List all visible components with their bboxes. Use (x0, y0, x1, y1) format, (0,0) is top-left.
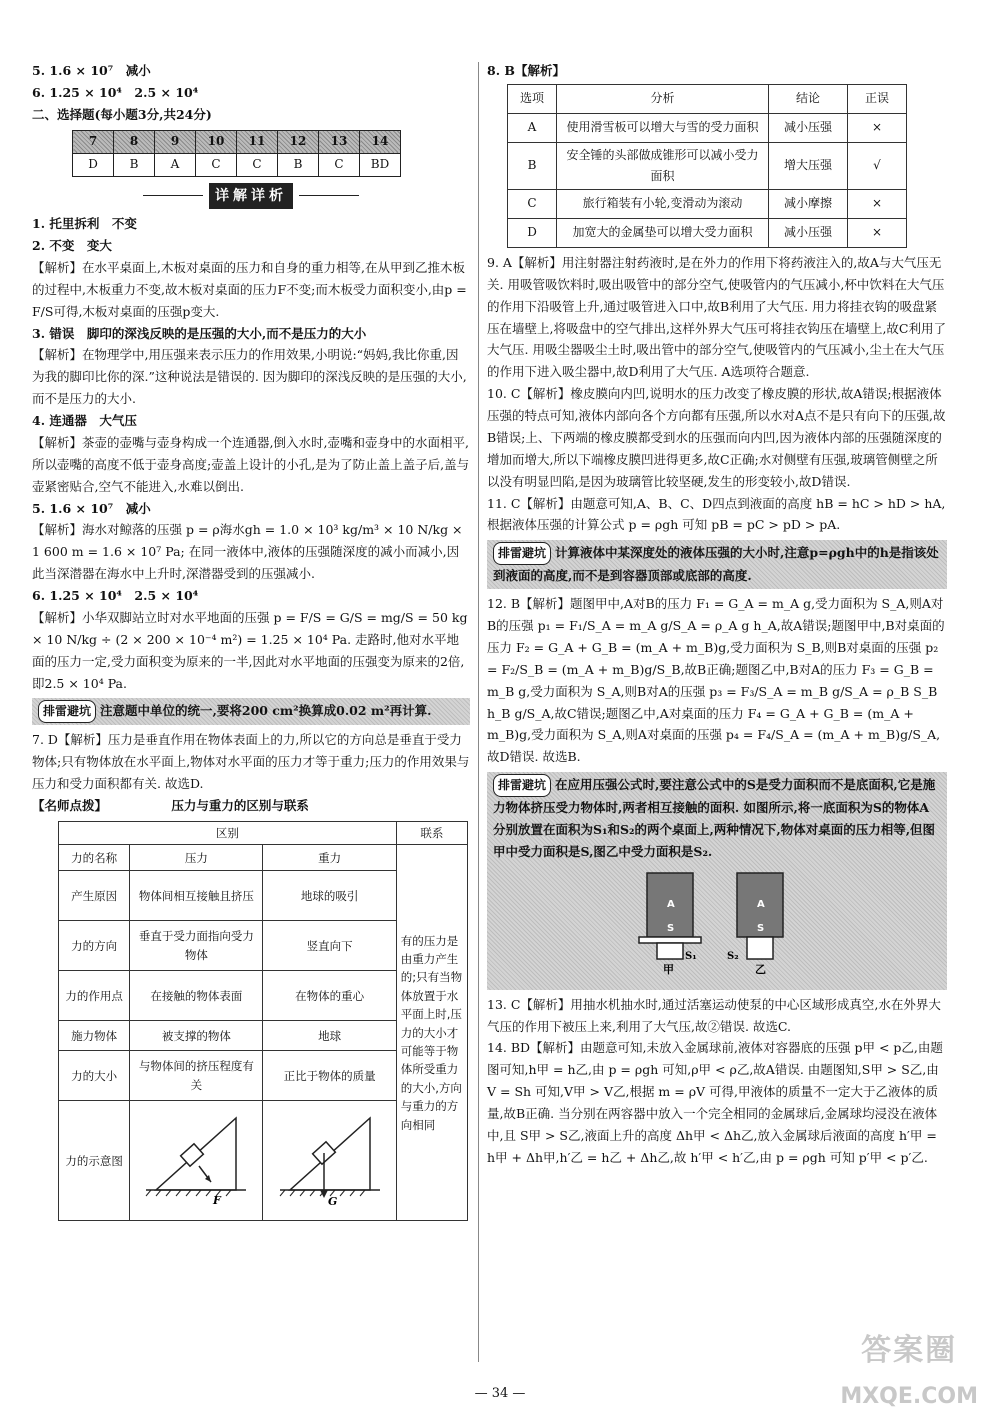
section-heading: 二、选择题(每小题3分,共24分) (32, 106, 212, 122)
sel-cell: × (848, 218, 907, 247)
contact-area-figure (493, 863, 941, 988)
left-column (32, 60, 470, 1221)
answer-num: 8 (114, 130, 155, 153)
right-column (487, 60, 947, 1169)
explain-12: 12. B【解析】题图甲中,A对B的压力 F₁ = G_A = m_A g,受力面积为 S_A,则A对B的压强 p₁ = F₁/S_A = m_A g/S_A = ρ_A g h_A,故A错误;题图甲中,B对桌面的压力 F₂ = G_A + G_B = (m_A + m_B)g,受力面积为 S_B,则B对桌面的压强 p₂ = F₂/S_B = (m_A + m_B)g/S_B,故B正确;题图乙中,B对A的压力 F₃ = G_B = m_B g,受力面积为 S_A,则B对A的压强 p₃ = F₃/S_A = m_B g/S_A = ρ_B S_B h_B g/S_A,故C错误;题图乙中,A对桌面的压力 F₄ = G_A + G_B = (m_A + m_B)g,受力面积为 S_A,则A对桌面的压强 p₄ = F₄/S_A = (m_A + m_B)g/S_A,故D错误. 故选B. (487, 596, 945, 765)
answer-value: B (278, 153, 319, 176)
sel-cell: 减小摩擦 (769, 189, 848, 218)
explain-3-analysis: 【解析】在物理学中,用压强来表示压力的作用效果,小明说:“妈妈,我比你重,因为我的脚印比你的深.”这种说法是错误的. 因为脚印的深浅反映的是压强的大小,而不是压力的大小. (32, 347, 467, 407)
fig-label-yi: 乙 (755, 962, 766, 976)
sel-header: 正误 (848, 84, 907, 113)
rel-cell: 力的示意图 (59, 1101, 130, 1221)
sel-header: 选项 (508, 84, 557, 113)
sel-cell: × (848, 113, 907, 142)
watermark-line1: 答案圈 (861, 1333, 958, 1368)
answer-num: 11 (237, 130, 278, 153)
explain-13: 13. C【解析】用抽水机抽水时,通过活塞运动使泵的中心区域形成真空,水在外界大气压的作用下被压上来,利用了大气压,故②错误. 故选C. (487, 996, 941, 1034)
force-label-g: G (327, 1195, 337, 1209)
rel-cell: 力的方向 (59, 921, 130, 971)
tip-text: 注意题中单位的统一,要将200 cm²换算成0.02 m²再计算. (100, 703, 432, 719)
explain-2-analysis: 【解析】在水平桌面上,木板对桌面的压力和自身的重力相等,在从甲到乙推木板的过程中,木板重力不变,故木板对桌面的压力F不变;而木板受力面积变小,由p = F/S可得,木板对桌面的压强p变大. (32, 259, 467, 319)
answer-value: B (114, 153, 155, 176)
rel-cell: 力的名称 (59, 845, 130, 871)
answer-num: 10 (196, 130, 237, 153)
sel-cell: D (508, 218, 557, 247)
fig-label-s2: S₂ (727, 950, 739, 962)
explain-1: 1. 托里拆利 不变 (32, 216, 137, 232)
sel-cell: 旅行箱装有小轮,变滑动为滚动 (557, 189, 769, 218)
fig-label-a: A (667, 898, 675, 910)
rel-cell: 物体间相互接触且挤压 (130, 871, 263, 921)
rel-header-link: 联系 (396, 821, 467, 844)
sel-cell: C (508, 189, 557, 218)
sel-header: 结论 (769, 84, 848, 113)
sel-cell: A (508, 113, 557, 142)
rel-cell: 在物体的重心 (263, 971, 396, 1021)
explain-14: 14. BD【解析】由题意可知,未放入金属球前,液体对容器底的压强 p甲 < p乙,由题图可知,h甲 = h乙,由 p = ρgh 可知,ρ甲 < ρ乙,故A错误. 由题图知,S甲 > S乙,由 V = Sh 可知,V甲 > V乙,根据 m = ρV 可得,甲液体的质量不一定大于乙液体的质量,故B正确. 当分别在两容器中放入一个完全相同的金属球后,金属球均浸没在液体中,且 S甲 > S乙,液面上升的高度 Δh甲 < Δh乙,放入金属球后液面的高度 h′甲 = h甲 + Δh甲,h′乙 = h乙 + Δh乙,故 h′甲 < h′乙,由 p = ρgh 可知 p′甲 < p′乙. (487, 1040, 943, 1165)
rel-cell: 施力物体 (59, 1021, 130, 1051)
answer-table (72, 130, 401, 177)
sel-cell: 减小压强 (769, 113, 848, 142)
explain-9: 9. A【解析】用注射器注射药液时,是在外力的作用下将药液注入的,故A与大气压无关. 用吸管吸饮料时,吸出吸管中的部分空气,使吸管内的气压减小,杯中饮料在大气压的作用下沿吸管上升,通过吸管进入口中,故B利用了大气压. 用力将挂衣钩的吸盘紧压在墙壁上,将吸盘中的空气排出,这样外界大气压可将挂衣钩压在墙壁上,故C利用了大气压. 用吸尘器吸尘土时,吸出管中的部分空气,使吸管内的气压减小,尘土在大气压的作用下进入吸尘器中,故D利用了大气压. A选项符合题意. (487, 254, 946, 380)
relation-table (58, 821, 468, 1221)
explain-5: 5. 1.6 × 10⁷ 减小 (32, 500, 151, 516)
gravity-diagram-cell (263, 1101, 396, 1221)
answer-value: C (196, 153, 237, 176)
fig-label-s1: S₁ (685, 950, 697, 962)
pressure-diagram (141, 1108, 251, 1208)
fig-label-a: A (757, 898, 765, 910)
detail-heading-label: 详解详析 (209, 183, 293, 210)
sel-cell: 增大压强 (769, 142, 848, 189)
tip-badge: 排雷避坑 (38, 700, 96, 723)
option-table (507, 84, 907, 248)
explain-4: 4. 连通器 大气压 (32, 413, 137, 428)
rel-header-diff: 区别 (59, 821, 397, 844)
sel-cell: √ (848, 142, 907, 189)
rel-cell: 正比于物体的质量 (263, 1051, 396, 1101)
answer-value: BD (360, 153, 401, 176)
explain-6: 6. 1.25 × 10⁴ 2.5 × 10⁴ (32, 588, 199, 603)
teacher-tip-title: 压力与重力的区别与联系 (171, 798, 309, 813)
explain-10: 10. C【解析】橡皮膜向内凹,说明水的压力改变了橡皮膜的形状,故A错误;根据液体压强的特点可知,液体内部向各个方向都有压强,所以水对A点不是只有向下的压强,故B错误;上、下两端的橡皮膜都受到水的压强而向内凹,因为液体内部的压强随深度的增加而增大,所以下端橡皮膜凹进得更多,故C正确;水对侧壁有压强,玻璃管侧壁之所以没有明显凹陷,是因为玻璃管比较坚硬,发生的形变较小,故D错误. (487, 386, 946, 489)
fig-label-jia: 甲 (663, 962, 674, 976)
rel-cell: 力的大小 (59, 1051, 130, 1101)
pressure-diagram-cell (130, 1101, 263, 1221)
tip-badge: 排雷避坑 (493, 774, 551, 797)
explain-5-analysis: 【解析】海水对鲸落的压强 p = ρ海水gh = 1.0 × 10³ kg/m³ × 10 N/kg × 1 600 m = 1.6 × 10⁷ Pa; 在同一液体中,液体的压强随深度的减小而减小,因此当深潜器在海水中上升时,深潜器受到的压强减小. (32, 522, 463, 582)
sel-cell: 加宽大的金属垫可以增大受力面积 (557, 218, 769, 247)
answer-num: 14 (360, 130, 401, 153)
sel-cell: B (508, 142, 557, 189)
tip-badge: 排雷避坑 (493, 542, 551, 565)
explain-7: 7. D【解析】压力是垂直作用在物体表面上的力,所以它的方向总是垂直于受力物体;只有物体放在水平面上,物体对水平面的压力才等于重力;压力的作用效果与压力和受力面积都有关. 故选D. (32, 732, 470, 792)
answer-value: C (319, 153, 360, 176)
rel-cell: 压力 (130, 845, 263, 871)
rel-link-text: 有的压力是由重力产生的;只有当物体放置于水平面上时,压力的大小才可能等于物体所受重力的大小,方向与重力的方向相同 (396, 845, 467, 1221)
force-label-f: F (213, 1194, 222, 1208)
column-divider (478, 62, 479, 1362)
gravity-diagram (275, 1108, 385, 1208)
top-q5: 5. 1.6 × 10⁷ 减小 (32, 63, 151, 78)
teacher-tip-heading (32, 795, 470, 817)
top-q6: 6. 1.25 × 10⁴ 2.5 × 10⁴ (32, 84, 199, 100)
tip-text: 在应用压强公式时,要注意公式中的S是受力面积而不是底面积,它是施力物体挤压受力物体时,两者相互接触的面积. 如图所示,将一底面积为S的物体A分别放置在面积为S₁和S₂的两个桌面上,两种情况下,物体对桌面的压力相等,但图甲中受力面积是S,图乙中受力面积是S₂. (493, 777, 936, 859)
contact-area-svg (617, 867, 817, 977)
fig-label-s: S (667, 922, 675, 934)
answer-num: 7 (73, 130, 114, 153)
answer-num: 13 (319, 130, 360, 153)
rel-cell: 与物体间的挤压程度有关 (130, 1051, 263, 1101)
answer-value: D (73, 153, 114, 176)
rel-cell: 地球的吸引 (263, 871, 396, 921)
tip-box (487, 772, 947, 990)
explain-3: 3. 错误 脚印的深浅反映的是压强的大小,而不是压力的大小 (32, 325, 367, 341)
tip-text: 计算液体中某深度处的液体压强的大小时,注意p=ρgh中的h是指该处到液面的高度,而不是到容器顶部或底部的高度. (493, 545, 939, 584)
rel-cell: 垂直于受力面指向受力物体 (130, 921, 263, 971)
explain-8: 8. B【解析】 (487, 63, 565, 78)
answer-num: 12 (278, 130, 319, 153)
rel-cell: 产生原因 (59, 871, 130, 921)
sel-cell: 减小压强 (769, 218, 848, 247)
watermark-line2: MXQE.COM (840, 1383, 978, 1409)
explain-11: 11. C【解析】由题意可知,A、B、C、D四点到液面的高度 hB = hC > hD > hA,根据液体压强的计算公式 p = ρgh 可知 pB = pC > pD > pA. (487, 495, 946, 533)
page-number: — 34 — (474, 1386, 526, 1401)
rel-cell: 重力 (263, 845, 396, 871)
sel-header: 分析 (557, 84, 769, 113)
rel-cell: 在接触的物体表面 (130, 971, 263, 1021)
sel-cell: 安全锤的头部做成锥形可以减小受力面积 (557, 142, 769, 189)
tip-box (32, 698, 470, 725)
sel-cell: × (848, 189, 907, 218)
answer-value: A (155, 153, 196, 176)
rel-cell: 地球 (263, 1021, 396, 1051)
sel-cell: 使用滑雪板可以增大与雪的受力面积 (557, 113, 769, 142)
detail-heading (32, 183, 470, 210)
explain-6-analysis: 【解析】小华双脚站立时对水平地面的压强 p = F/S = G/S = mg/S = 50 kg × 10 N/kg ÷ (2 × 200 × 10⁻⁴ m²) = 1.25 × 10⁴ Pa. 走路时,他对水平地面的压力一定,受力面积变为原来的一半,因此对水平地面的压强变为原来的2倍,即2.5 × 10⁴ Pa. (32, 609, 468, 691)
explain-2: 2. 不变 变大 (32, 238, 112, 253)
answer-num: 9 (155, 130, 196, 153)
rel-cell: 被支撑的物体 (130, 1021, 263, 1051)
answer-value: C (237, 153, 278, 176)
rel-cell: 竖直向下 (263, 921, 396, 971)
rel-cell: 力的作用点 (59, 971, 130, 1021)
teacher-tip-label: 【名师点拨】 (32, 798, 108, 813)
tip-box (487, 540, 947, 589)
fig-label-s: S (757, 922, 765, 934)
watermark (840, 1325, 978, 1416)
explain-4-analysis: 【解析】茶壶的壶嘴与壶身构成一个连通器,倒入水时,壶嘴和壶身中的水面相平,所以壶嘴的高度不低于壶身高度;壶盖上设计的小孔,是为了防止盖上盖子后,盖与壶紧密贴合,空气不能进入,水难以倒出. (32, 434, 470, 494)
